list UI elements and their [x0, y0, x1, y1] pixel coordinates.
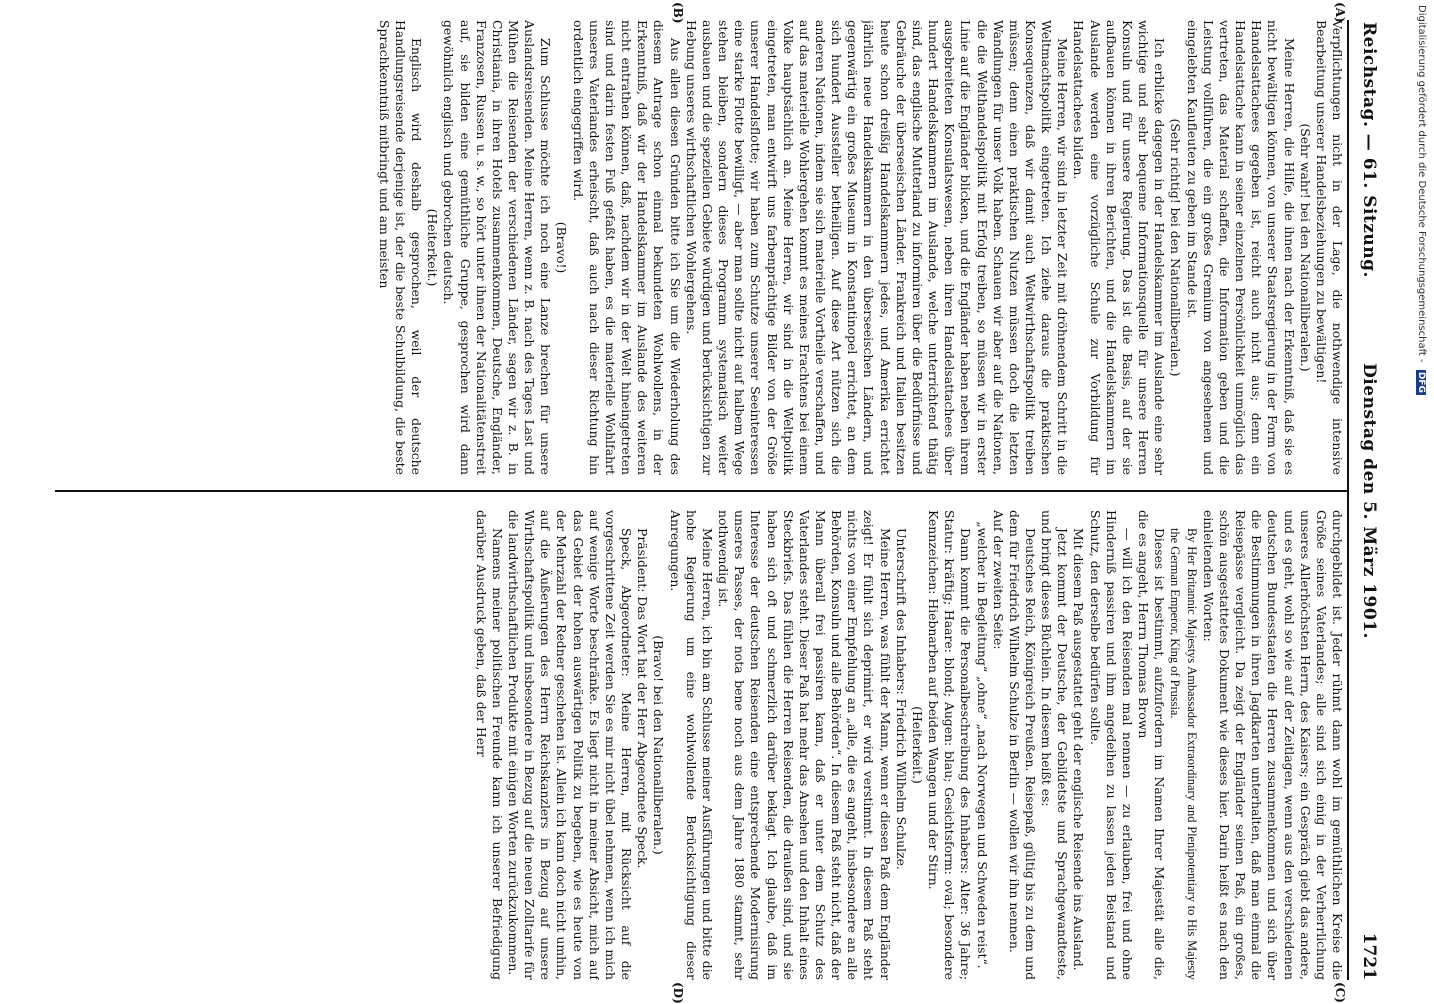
paragraph: Meine Herren, die Hilfe, die ihnen nach der Erkenntniß, daß sie es nicht bewältigen können, von unserer Staatsregierung in der Form von Handelsattachees gegeben ist, reicht auch nicht aus; denn ein Handelsattache kann in seiner einzelnen Persönlichkeit unmöglich das vertreten, das Material schaffen, die Information geben und die Leistung vollführen, die ein großes Gremium von angesehenen und eingelebten Kaufleuten zu geben im Stande ist.	[1184, 20, 1297, 475]
paragraph: Aus allen diesen Gründen bitte ich Sie um die Wiederholung des diesem Antrage schon einmal bekundeten Wohlwollens, in der Erkenntniß, daß wir der Handelskammer im Auslande des weiteren nicht entrathen können, daß, nachdem wir in der Welt hineingetreten sind und darin festen Fuß gefaßt haben, es die materielle Wohlfahrt unseres Vaterlandes erheischt, daß auch nach dieser Richtung hin ordentlich eingegriffen wird.	[570, 20, 683, 475]
margin-mark-d: (D)	[671, 982, 685, 1004]
paragraph: Präsident: Das Wort hat der Herr Abgeordnete Speck.	[635, 528, 651, 869]
quoted-passport-english: By Her Britannic Majestys Ambassador Extraordinary and Plenipotentiary to His Majesty the German Emperor, King of Prussia.	[1168, 528, 1199, 980]
paragraph: Dann kommt die Personalbeschreibung des Inhabers: Alter: 36 Jahre; Statur: kräftig; Haare: blond; Augen: blau; Gesichtsform: oval; besondere Kennzeichen: Hiebnarben auf beiden Wangen und der Stirn.	[926, 510, 974, 980]
paragraph: Auf der zweiten Seite:	[990, 510, 1006, 650]
paragraph: Speck, Abgeordneter: Meine Herren, mit Rücksicht auf die vorgeschrittene Zeit werden Sie es mir nicht übel nehmen, wenn ich mich auf wenige Worte beschränke. Es liegt nicht in meiner Absicht, mich auf das Gebiet der hohen auswärtigen Politik zu begeben, wie es heute von der Mehrzahl der Redner geschehen ist. Allein ich kann doch nicht umhin, auf die Äußerungen des Herrn Reichskanzlers in Bezug auf unsere Wirthschaftspolitik und insbesondere in Bezug auf die neuen Zolltarife für die landwirthschaftlichen Produkte mit einigen Worten zurückzukommen.	[506, 510, 635, 980]
margin-mark-c: (C)	[1333, 982, 1347, 1003]
paragraph: Meine Herren, wir sind in letzter Zeit mit dröhnendem Schritt in die Weltmachtspolitik eingetreten. Ich ziehe daraus die praktischen Konsequenzen, daß wir damit auch Weltwirthschaftspolitik treiben müssen; denn einen praktischen Nutzen müssen doch die letzten Wandlungen für unser Volk haben. Schauen wir aber auf die Nationen, die die Welthandelspolitik mit Erfolg treiben, so müssen wir in erster Linie auf die Engländer blicken, und die Engländer haben neben ihrem ausgebreiteten Konsulatswesen, neben ihren Handelsattachees über hundert Handelskammern im Auslande, welche unterrichtend thätig sind, das englische Mutterland zu informiren über die Bedürfnisse und Gebräuche der überseeischen Länder. Frankreich und Italien besitzen heute schon dreißig Handelskammern jedes, und Amerika errichtet jährlich neue Handelskammern in den überseeischen Ländern, und gegenwärtig ein großes Museum in Konstantinopel errichtet, an dem sich hundert Aussteller betheiligen. Auf diese Art nützen sich die anderen Nationen, indem sie sich materielle Vortheile verschaffen, und auf das materielle Wohlergehen kommt es meines Erachtens bei einem Volke hauptsächlich an. Meine Herren, wir sind in die Weltpolitik eingetreten, man entwirft uns farbenprächtige Bilder von der Größe unserer Handelsflotte; wir haben zum Schutze unserer Seeinteressen eine starke Flotte bewilligt, — aber man sollte nicht auf halbem Wege stehen bleiben, sondern dieses Programm systematisch weiter ausbauen und die speziellen Gebiete würdigen und berücksichtigen zur Hebung unseres wirthschaftlichen Wohlergehens.	[683, 20, 1071, 475]
paragraph: Dieses ist bestimmt, aufzufordern im Namen Ihrer Majestät alle die, die es angeht, Herrn Thomas Brown	[1136, 510, 1168, 980]
right-column	[55, 510, 1345, 980]
interjection: (Sehr wahr! bei den Nationalliberalen.)	[1297, 123, 1313, 372]
interjection: (Heiterkeit.)	[425, 208, 441, 287]
rotated-page	[45, 0, 1385, 1004]
margin-mark-a: (A)	[1333, 2, 1347, 23]
dfg-logo: DFG	[1416, 371, 1426, 393]
paragraph: „welcher in Begleitung“ „ohne“ „nach Norwegen und Schweden reist“.	[974, 521, 990, 969]
header-title: Reichstag. — 61. Sitzung.	[1359, 22, 1379, 278]
paragraph: Namens meiner politischen Freunde kann ich unserer Befriedigung darüber Ausdruck geben, daß der Herr	[473, 510, 505, 980]
paragraph: — will ich den Reisenden mal nennen — zu erlauben, frei und ohne Hinderniß passiren und ihm angedeihen zu lassen jeden Beistand und Schutz, den derselbe bedürfen sollte.	[1087, 510, 1135, 980]
paragraph: Meine Herren, was fühlt der Mann, wenn er diesen Paß dem Engländer zeigt! Er fühlt sich deprimirt, er wird verstimmt. In diesem Paß steht nichts von einer Empfehlung an „alle, die es angeht, insbesondere an alle Behörden, Konsuln und alle Behörden“. In diesem Paß steht nicht, daß der Mann überall frei passiren kann, daß er unter dem Schutz des Vaterlandes steht. Dieser Paß hat mehr das Ansehen und den Inhalt eines Steckbriefs. Das fühlen die Herren Reisenden, die draußen sind, und sie haben sich oft und schmerzlich darüber beklagt. Ich glaube, daß im Interesse der deutschen Reisenden eine entsprechende Modernisirung unseres Passes, der nota bene noch aus dem Jahre 1880 stammt, sehr nothwendig ist.	[716, 510, 893, 980]
page-number: 1721	[1359, 932, 1379, 980]
paragraph: Unterschrift des Inhabers: Friedrich Wilhelm Schulze.	[893, 528, 909, 870]
paragraph: Verpflichtungen nicht in der Lage, die nothwendige intensive Bearbeitung unserer Handelsbeziehungen zu bewältigen!	[1313, 20, 1345, 475]
interjection: (Heiterkeit.)	[909, 706, 925, 784]
digitization-footer	[1411, 5, 1427, 995]
column-divider	[55, 490, 1347, 492]
paragraph: Englisch wird deshalb gesprochen, weil der deutsche Handlungsreisende derjenige ist, der die beste Schulbildung, die beste Sprachkenntniß mitbringt und am meisten	[376, 20, 425, 475]
header-rule	[1347, 20, 1349, 980]
page-header	[1349, 22, 1385, 980]
margin-mark-b: (B)	[671, 2, 685, 24]
paragraph: durchgebildet ist. Jeder rühmt dann wohl im gemüthlichen Kreise die Größe seines Vaterlandes; alle sind sich einig in der Verherrlichung unseres Allerhöchsten Herrn, des Kaisers; ein Gespräch giebt das andere, und es geht, wohl so wie auf der Zeitlagen, wenn aus den verschiedenen deutschen Bundesstaaten die Herren zusammenkommen und sich über die Bestimmungen in ihren Jagdkarten unterhalten, daß man einmal die Reisepässe vergleicht. Da zeigt der Engländer seinen Paß, ein großes, schön ausgestattetes Dokument wie dieses hier. Darin heißt es nach den einleitenden Worten:	[1200, 510, 1345, 980]
interjection: (Bravo! bei den Nationalliberalen.)	[651, 635, 667, 855]
interjection: (Sehr richtig! bei den Nationalliberalen.)	[1168, 118, 1184, 377]
paragraph: Jetzt kommt der Deutsche, der Gebildetste und Sprachgewandteste, und bringt dieses Büchlein. In diesem heißt es:	[1039, 510, 1071, 980]
footer-text: Digitalisierung gefördert durch die Deutsche Forschungsgemeinschaft -	[1416, 5, 1427, 363]
paragraph: Meine Herren, ich bin am Schlusse meiner Ausführungen und bitte die hohe Regierung um eine wohlwollende Berücksichtigung dieser Anregungen.	[667, 510, 715, 980]
paragraph: Ich erblicke dagegen in der Handelskammer im Auslande eine sehr wichtige und sehr bequeme Informationsquelle für unsere Herren Konsuln und für unsere Regierung. Das ist die Basis, auf der sie aufbauen können in ihren Berichten, und die Handelskammern im Auslande werden eine vorzügliche Schule zur Vorbildung für Handelsattachees bilden.	[1071, 20, 1168, 475]
interjection: (Bravo!)	[554, 221, 570, 274]
left-column	[55, 20, 1345, 475]
paragraph: Deutsches Reich, Königreich Preußen. Reisepaß, gültig bis zu dem und dem für Friedrich Wilhelm Schulze in Berlin — wollen wir ihn nennen.	[1006, 510, 1039, 980]
header-date: Dienstag den 5. März 1901.	[1359, 363, 1379, 639]
paragraph: Zum Schlusse möchte ich noch eine Lanze brechen für unsere Auslandsreisenden. Meine Herren, wenn z. B. nach des Tages Last und Mühen die Reisenden der verschiedenen Länder, sagen wir z. B. in Christiania, in ihren Hotels zusammenkommen, Deutsche, Engländer, Franzosen, Russen u. s. w., so hört unter ihnen der Nationalitätenstreit auf, sie bilden eine gemüthliche Gruppe, gesprochen wird dann gewöhnlich englisch und gebrochen deutsch.	[441, 20, 554, 475]
paragraph: Mit diesem Paß ausgestattet geht der englische Reisende ins Ausland.	[1071, 528, 1087, 971]
